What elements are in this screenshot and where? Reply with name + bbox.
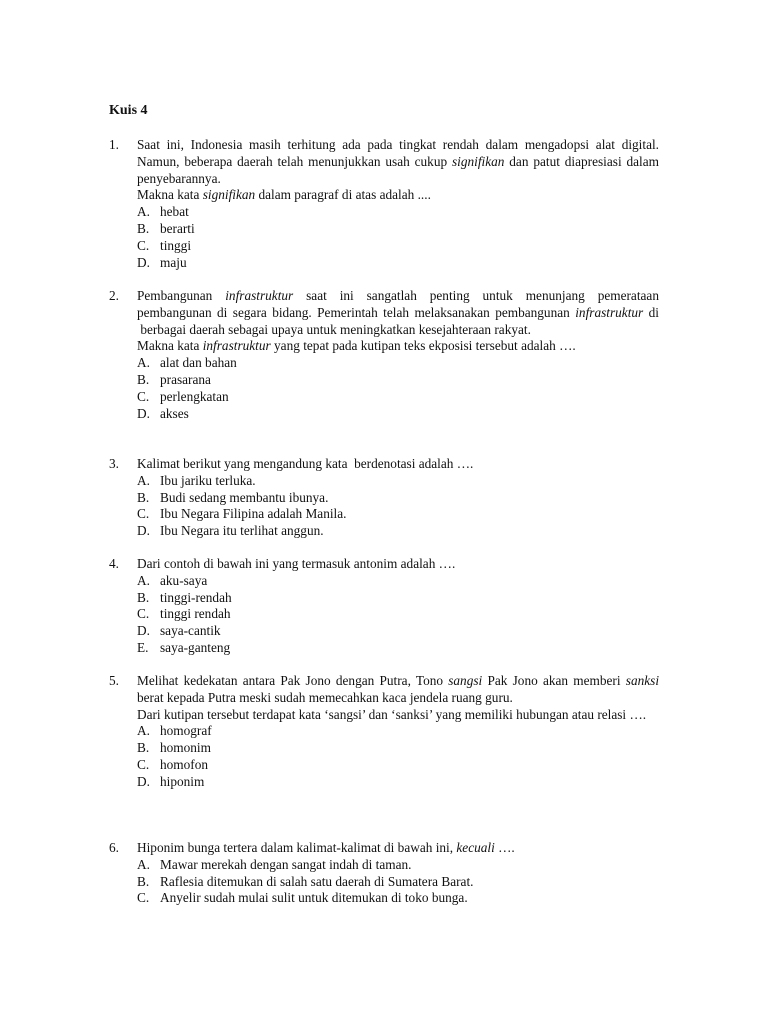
question-number: 3.: [109, 456, 119, 471]
question-prompt: Makna kata infrastruktur yang tepat pada kutipan teks ekposisi tersebut adalah ….: [137, 338, 576, 354]
option-letter: B.: [137, 489, 150, 505]
option-letter: B.: [137, 220, 150, 236]
option-text: Ibu jariku terluka.: [160, 472, 256, 488]
option-text: tinggi-rendah: [160, 589, 232, 605]
option-letter: A.: [137, 472, 150, 488]
option-text: akses: [160, 405, 189, 421]
option-text: maju: [160, 254, 187, 270]
option-letter: D.: [137, 523, 150, 539]
option-letter: B.: [137, 740, 150, 756]
answer-option: [137, 473, 659, 490]
option-letter: D.: [137, 405, 150, 421]
question-3: [109, 456, 659, 540]
answer-option: [137, 372, 659, 389]
answer-option: [137, 389, 659, 406]
answer-option: [137, 740, 659, 757]
option-letter: A.: [137, 572, 150, 588]
option-text: Anyelir sudah mulai sulit untuk ditemukan di toko bunga.: [160, 890, 468, 906]
answer-option: [137, 774, 659, 791]
option-letter: A.: [137, 355, 150, 371]
question-prompt: Makna kata signifikan dalam paragraf di atas adalah ....: [137, 187, 431, 203]
option-text: tinggi: [160, 237, 192, 253]
question-stem: Pembangunan infrastruktur saat ini sangatlah penting untuk menunjang pemerataan pembangunan di segara bidang. Pemerintah telah melaksanakan pembangunan infrastruktur di berbagai daerah sebagai upaya untuk meningkatkan kesejahteraan rakyat.: [137, 288, 660, 337]
answer-option: [137, 757, 659, 774]
answer-option: [137, 506, 659, 523]
question-number: 5.: [109, 673, 119, 688]
option-letter: B.: [137, 589, 150, 605]
question-5: [109, 673, 659, 791]
option-text: saya-ganteng: [160, 639, 231, 655]
question-stem: Saat ini, Indonesia masih terhitung ada pada tingkat rendah dalam mengadopsi alat digital. Namun, beberapa daerah telah menunjukkan usah cukup signifikan dan patut diapresiasi dalam penyebarannya.: [137, 137, 659, 186]
option-letter: C.: [137, 506, 150, 522]
question-6: [109, 840, 659, 907]
option-text: Ibu Negara itu terlihat anggun.: [160, 523, 324, 539]
option-text: tinggi rendah: [160, 606, 231, 622]
answer-option: [137, 857, 659, 874]
option-text: alat dan bahan: [160, 355, 237, 371]
option-text: hebat: [160, 204, 189, 220]
option-letter: C.: [137, 388, 150, 404]
option-text: homofon: [160, 756, 209, 772]
option-text: aku-saya: [160, 572, 208, 588]
option-letter: B.: [137, 371, 150, 387]
answer-option: [137, 573, 659, 590]
answer-option: [137, 590, 659, 607]
answer-option: [137, 355, 659, 372]
option-text: perlengkatan: [160, 388, 229, 404]
option-letter: D.: [137, 773, 150, 789]
question-number: 2.: [109, 288, 119, 303]
option-letter: A.: [137, 204, 150, 220]
answer-option: [137, 221, 659, 238]
question-number: 1.: [109, 137, 119, 152]
question-1: [109, 137, 659, 271]
question-stem: Kalimat berikut yang mengandung kata berdenotasi adalah ….: [137, 456, 474, 471]
page-title: Kuis 4: [109, 103, 148, 118]
answer-option: [137, 406, 659, 423]
answer-option: [137, 640, 659, 657]
question-stem: Hiponim bunga tertera dalam kalimat-kalimat di bawah ini, kecuali ….: [137, 840, 515, 855]
question-4: [109, 556, 659, 657]
option-letter: D.: [137, 254, 150, 270]
answer-option: [137, 238, 659, 255]
answer-option: [137, 623, 659, 640]
option-letter: C.: [137, 756, 150, 772]
option-letter: B.: [137, 873, 150, 889]
option-text: prasarana: [160, 371, 211, 387]
question-stem: Melihat kedekatan antara Pak Jono dengan Putra, Tono sangsi Pak Jono akan memberi sanksi berat kepada Putra meski sudah memecahkan kaca jendela ruang guru.: [137, 673, 660, 705]
question-number: 4.: [109, 556, 119, 571]
option-text: berarti: [160, 220, 195, 236]
option-text: hiponim: [160, 773, 205, 789]
answer-option: [137, 204, 659, 221]
answer-option: [137, 723, 659, 740]
question-prompt: Dari kutipan tersebut terdapat kata ‘sangsi’ dan ‘sanksi’ yang memiliki hubungan atau relasi ….: [137, 706, 647, 722]
option-text: homograf: [160, 723, 212, 739]
option-text: saya-cantik: [160, 623, 221, 639]
answer-option: [137, 874, 659, 891]
option-letter: A.: [137, 856, 150, 872]
option-text: Budi sedang membantu ibunya.: [160, 489, 329, 505]
question-number: 6.: [109, 840, 119, 855]
option-text: Mawar merekah dengan sangat indah di taman.: [160, 856, 412, 872]
option-letter: C.: [137, 237, 150, 253]
answer-option: [137, 523, 659, 540]
answer-option: [137, 490, 659, 507]
question-stem: Dari contoh di bawah ini yang termasuk antonim adalah ….: [137, 556, 456, 571]
option-text: Raflesia ditemukan di salah satu daerah di Sumatera Barat.: [160, 873, 474, 889]
answer-option: [137, 606, 659, 623]
option-letter: C.: [137, 890, 150, 906]
option-text: homonim: [160, 740, 211, 756]
answer-option: [137, 890, 659, 907]
option-letter: A.: [137, 723, 150, 739]
option-letter: E.: [137, 639, 149, 655]
answer-option: [137, 255, 659, 272]
option-text: Ibu Negara Filipina adalah Manila.: [160, 506, 347, 522]
option-letter: C.: [137, 606, 150, 622]
option-letter: D.: [137, 623, 150, 639]
question-2: [109, 288, 659, 422]
